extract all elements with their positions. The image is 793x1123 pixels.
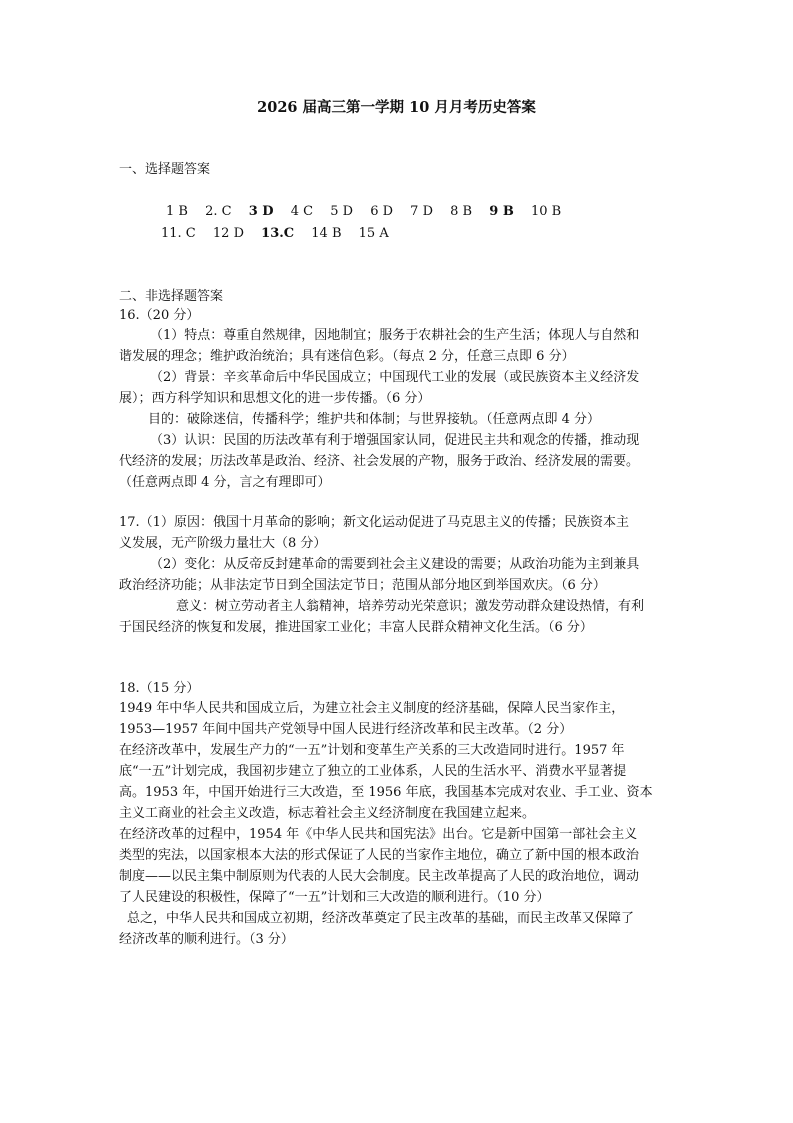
q16-line: （2）背景：辛亥革命后中华民国成立；中国现代工业的发展（或民族资本主义经济发 [150,370,640,385]
mc-answer: 15 A [358,226,389,241]
q18-line: 类型的宪法，以国家根本大法的形式保证了人民的当家作主地位，确立了新中国的根本政治 [119,848,640,863]
q18-line: 高。1953 年，中国开始进行三大改造，至 1956 年底，我国基本完成对农业、手工业、资本 [119,785,653,800]
q18-line: 了人民建设的积极性，保障了“一五”计划和三大改造的顺利进行。（10 分） [119,890,550,905]
q18-line: 主义工商业的社会主义改造，标志着社会主义经济制度在我国建立起来。 [119,806,536,821]
mc-answer: 3 D [248,204,274,219]
mc-answer: 6 D [370,204,394,219]
q18-line: 在经济改革的过程中，1954 年《中华人民共和国宪法》出台。它是新中国第一部社会主义 [119,827,638,842]
mc-answer: 13.C [261,226,295,241]
q16-line: 谐发展的理念；维护政治统治；具有迷信色彩。（每点 2 分，任意三点即 6 分） [119,349,575,364]
q18-line: 1949 年中华人民共和国成立后，为建立社会主义制度的经济基础，保障人民当家作主， [119,701,625,716]
mc-answer: 4 C [290,204,314,219]
q18-line: 制度——以民主集中制原则为代表的人民大会制度。民主改革提高了人民的政治地位，调动 [119,869,640,884]
q17-line: 政治经济功能；从非法定节日到全国法定节日；范围从部分地区到举国欢庆。（6 分） [119,578,606,593]
mc-answer: 10 B [530,204,562,219]
q16-line: 目的：破除迷信，传播科学；维护共和体制；与世界接轨。（任意两点即 4 分） [148,412,601,427]
q17-line: 义发展，无产阶级力量壮大（8 分） [119,536,327,551]
q18-label: 18.（15 分） [119,681,200,696]
mc-answer: 12 D [212,226,245,241]
q16-line: （3）认识：民国的历法改革有利于增强国家认同，促进民主共和观念的传播，推动现 [150,433,640,448]
q16-line: 代经济的发展；历法改革是政治、经济、社会发展的产物，服务于政治、经济发展的需要。 [119,454,640,469]
q18-line: 1953—1957 年间中国共产党领导中国人民进行经济改革和民主改革。（2 分） [119,722,573,737]
section2-heading: 二、非选择题答案 [119,289,224,304]
q16-label: 16.（20 分） [119,308,200,323]
mc-answer: 14 B [311,226,342,241]
page-title: 2026 届高三第一学期 10 月月考历史答案 [257,99,536,116]
mc-answer: 5 D [330,204,354,219]
q18-line: 总之，中华人民共和国成立初期，经济改革奠定了民主改革的基础，而民主改革又保障了 [127,911,635,926]
q18-line: 底“一五”计划完成，我国初步建立了独立的工业体系，人民的生活水平、消费水平显著提 [119,764,627,779]
q17-label: 17.（1）原因：俄国十月革命的影响；新文化运动促进了马克思主义的传播；民族资本主 [119,515,629,530]
mc-row-2 [161,226,402,241]
section1-heading: 一、选择题答案 [119,162,211,177]
mc-answer: 2. C [205,204,232,219]
q16-line: （1）特点：尊重自然规律，因地制宜；服务于农耕社会的生产生活；体现人与自然和 [150,328,640,343]
q18-line: 在经济改革中，发展生产力的“一五”计划和变革生产关系的三大改造同时进行。1957 年 [119,743,625,758]
q17-line: （2）变化：从反帝反封建革命的需要到社会主义建设的需要；从政治功能为主到兼具 [150,557,640,572]
mc-row-1 [166,204,574,219]
q16-line: （任意两点即 4 分，言之有理即可） [119,475,331,490]
mc-answer: 8 B [450,204,473,219]
mc-answer: 1 B [166,204,188,219]
mc-answer: 7 D [410,204,433,219]
mc-answer: 11. C [161,226,196,241]
mc-answer: 9 B [489,204,514,219]
q16-line: 展）；西方科学知识和思想文化的进一步传播。（6 分） [119,391,431,406]
q18-line: 经济改革的顺利进行。（3 分） [119,932,294,947]
q17-line: 于国民经济的恢复和发展，推进国家工业化；丰富人民群众精神文化生活。（6 分） [119,620,593,635]
q17-line: 意义：树立劳动者主人翁精神，培养劳动光荣意识；激发劳动群众建设热情，有利 [176,599,645,614]
